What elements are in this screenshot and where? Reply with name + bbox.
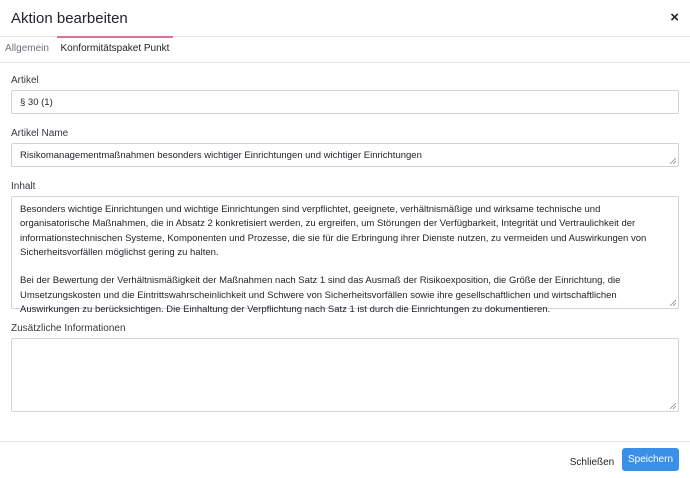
tab-bar <box>0 36 690 63</box>
inhalt-value: Besonders wichtige Einrichtungen und wichtige Einrichtungen sind verpflichtet, geeignete, verhältnismäßige und wirksame technische und organisatorische Maßnahmen, die in Absatz 2 konkretisiert werden, zu ergreifen, um Störungen der Verfügbarkeit, Integrität und Vertraulichkeit der informationstechnischen Systeme, Komponenten und Prozesse, die sie für die Erbringung ihrer Dienste nutzen, zu vermeiden und Auswirkungen von Sicherheitsvorfällen möglichst gering zu halten. Bei der Bewertung der Verhältnismäßigkeit der Maßnahmen nach Satz 1 sind das Ausmaß der Risikoexposition, die Größe der Einrichtung, die Umsetzungskosten und die Eintrittswahrscheinlichkeit und Schwere von Sicherheitsvorfällen sowie ihre gesellschaftlichen und wirtschaftlichen Auswirkungen zu berücksichtigen. Die Einhaltung der Verpflichtung nach Satz 1 ist durch die Einrichtungen zu dokumentieren. <box>20 204 647 316</box>
dialog-footer <box>0 441 690 478</box>
close-icon[interactable]: × <box>670 9 679 26</box>
inhalt-label: Inhalt <box>11 181 36 192</box>
artikel-name-label: Artikel Name <box>11 128 69 139</box>
artikel-name-value: Risikomanagementmaßnahmen besonders wichtiger Einrichtungen und wichtiger Einrichtungen <box>20 150 422 161</box>
close-button[interactable]: Schließen <box>569 457 615 468</box>
dialog-header <box>0 0 690 37</box>
inhalt-textarea[interactable] <box>11 196 679 316</box>
resize-grip-icon[interactable] <box>670 403 676 409</box>
tab-allgemein[interactable]: Allgemein <box>5 43 49 54</box>
save-button[interactable]: Speichern <box>622 448 679 471</box>
resize-grip-icon[interactable] <box>670 300 676 306</box>
artikel-input[interactable]: § 30 (1) <box>11 90 679 114</box>
artikel-label: Artikel <box>11 75 39 86</box>
resize-grip-icon[interactable] <box>670 158 676 164</box>
zusaetzliche-informationen-label: Zusätzliche Informationen <box>11 323 126 334</box>
artikel-name-textarea[interactable] <box>11 143 679 167</box>
zusaetzliche-informationen-textarea[interactable] <box>11 338 679 412</box>
dialog-title: Aktion bearbeiten <box>11 10 128 27</box>
tab-konformitaetspaket-punkt[interactable]: Konformitätspaket Punkt <box>57 36 173 64</box>
